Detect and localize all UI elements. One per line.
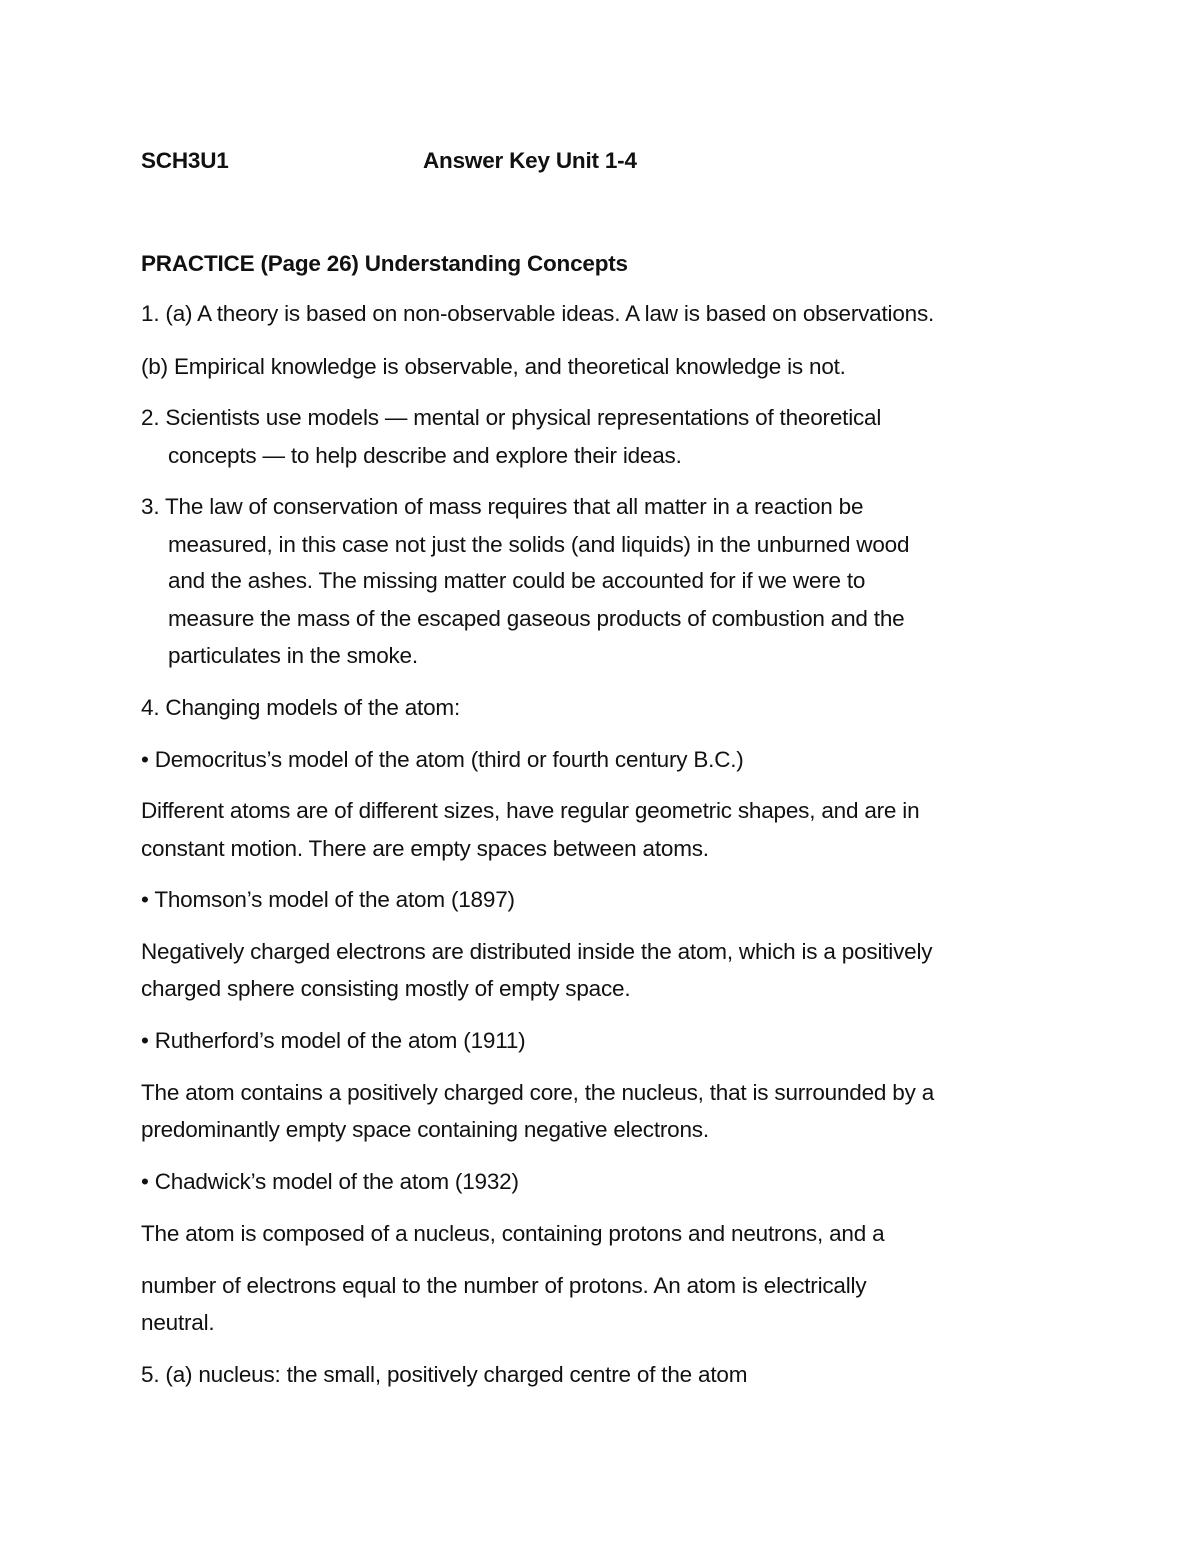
section-heading: PRACTICE (Page 26) Understanding Concepts: [141, 251, 628, 276]
model-heading-rutherford: • Rutherford’s model of the atom (1911): [141, 1028, 526, 1053]
model-heading-democritus: • Democritus’s model of the atom (third or fourth century B.C.): [141, 747, 744, 772]
model-heading-thomson: • Thomson’s model of the atom (1897): [141, 887, 515, 912]
model-heading-chadwick: • Chadwick’s model of the atom (1932): [141, 1169, 519, 1194]
answer-3-line-1: 3. The law of conservation of mass requires that all matter in a reaction be: [141, 494, 864, 519]
model-text-rutherford-2: predominantly empty space containing negative electrons.: [141, 1117, 709, 1142]
model-text-rutherford-1: The atom contains a positively charged core, the nucleus, that is surrounded by a: [141, 1080, 935, 1105]
model-text-chadwick-2: number of electrons equal to the number of protons. An atom is electrically: [141, 1273, 867, 1298]
answer-3-line-2: measured, in this case not just the solids (and liquids) in the unburned wood: [168, 532, 910, 557]
model-text-chadwick-3: neutral.: [141, 1310, 215, 1335]
model-text-chadwick-1: The atom is composed of a nucleus, containing protons and neutrons, and a: [141, 1221, 885, 1246]
answer-3-line-4: measure the mass of the escaped gaseous products of combustion and the: [168, 606, 905, 631]
model-text-democritus-1: Different atoms are of different sizes, have regular geometric shapes, and are in: [141, 798, 920, 823]
answer-2-line-2: concepts — to help describe and explore their ideas.: [168, 443, 682, 468]
model-text-thomson-2: charged sphere consisting mostly of empty space.: [141, 976, 631, 1001]
answer-4-intro: 4. Changing models of the atom:: [141, 695, 460, 720]
answer-2-line-1: 2. Scientists use models — mental or physical representations of theoretical: [141, 405, 882, 430]
model-text-democritus-2: constant motion. There are empty spaces between atoms.: [141, 836, 709, 861]
answer-3-line-3: and the ashes. The missing matter could be accounted for if we were to: [168, 568, 866, 593]
model-text-thomson-1: Negatively charged electrons are distributed inside the atom, which is a positively: [141, 939, 933, 964]
answer-3-line-5: particulates in the smoke.: [168, 643, 418, 668]
course-code: SCH3U1: [141, 148, 229, 173]
answer-5a: 5. (a) nucleus: the small, positively charged centre of the atom: [141, 1362, 748, 1387]
answer-1a: 1. (a) A theory is based on non-observable ideas. A law is based on observations.: [141, 301, 935, 326]
document-title: Answer Key Unit 1-4: [423, 148, 637, 173]
answer-1b: (b) Empirical knowledge is observable, and theoretical knowledge is not.: [141, 354, 846, 379]
